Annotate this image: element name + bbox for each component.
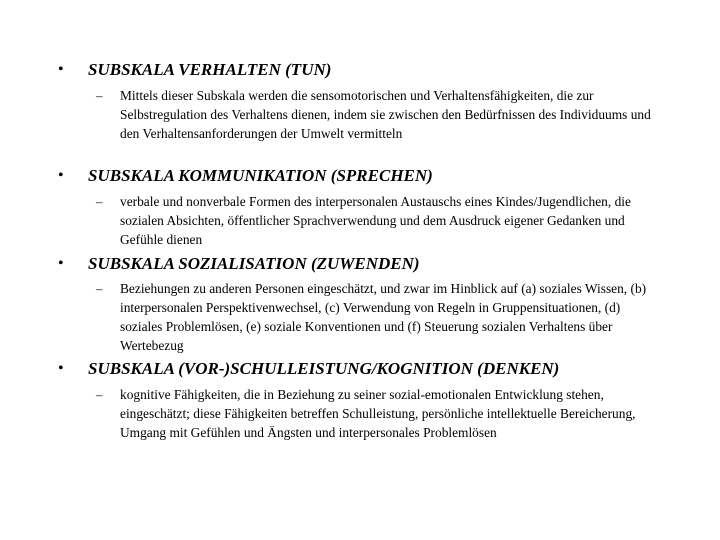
section-description: kognitive Fähigkeiten, die in Beziehung zu seiner sozial-emotionalen Entwicklung stehen, eingeschätzt; diese Fähigkeiten betreffen Schulleistung, persönliche intellektuelle Bereicherung, Umgang mit Gefühlen und Ängsten und interpersonales Problemlösen (120, 387, 636, 440)
bullet: • (58, 255, 64, 272)
dash: – (96, 194, 103, 209)
section-description: Mittels dieser Subskala werden die sensomotorischen und Verhaltensfähigkeiten, die zur Selbstregulation des Verhaltens dienen, indem sie zwischen den Bedürfnissen des Individuums und den Verhaltensanforderungen der Umwelt vermitteln (120, 88, 651, 141)
dash: – (96, 88, 103, 103)
bullet: • (58, 61, 64, 78)
section-description: verbale und nonverbale Formen des interpersonalen Austauschs eines Kindes/Jugendlichen, die sozialen Absichten, öffentlicher Sprachverwendung und dem Ausdruck eigener Gedanken und Gefühle dienen (120, 194, 631, 247)
section-heading: SUBSKALA KOMMUNIKATION (SPRECHEN) (88, 166, 433, 185)
section-heading: SUBSKALA (VOR-)SCHULLEISTUNG/KOGNITION (DENKEN) (88, 359, 560, 378)
dash: – (96, 281, 103, 296)
bullet: • (58, 360, 64, 377)
section-heading: SUBSKALA SOZIALISATION (ZUWENDEN) (88, 254, 420, 273)
section-description: Beziehungen zu anderen Personen eingeschätzt, und zwar im Hinblick auf (a) soziales Wissen, (b) interpersonalen Perspektivenwechsel, (c) Verwendung von Regeln in Gruppensituationen, (d) soziales Problemlösen, (e) soziale Konventionen und (f) Steuerung sozialen Verhaltens über Wertebezug (120, 281, 647, 353)
section-heading: SUBSKALA VERHALTEN (TUN) (88, 60, 332, 79)
dash: – (96, 387, 103, 402)
bullet: • (58, 167, 64, 184)
